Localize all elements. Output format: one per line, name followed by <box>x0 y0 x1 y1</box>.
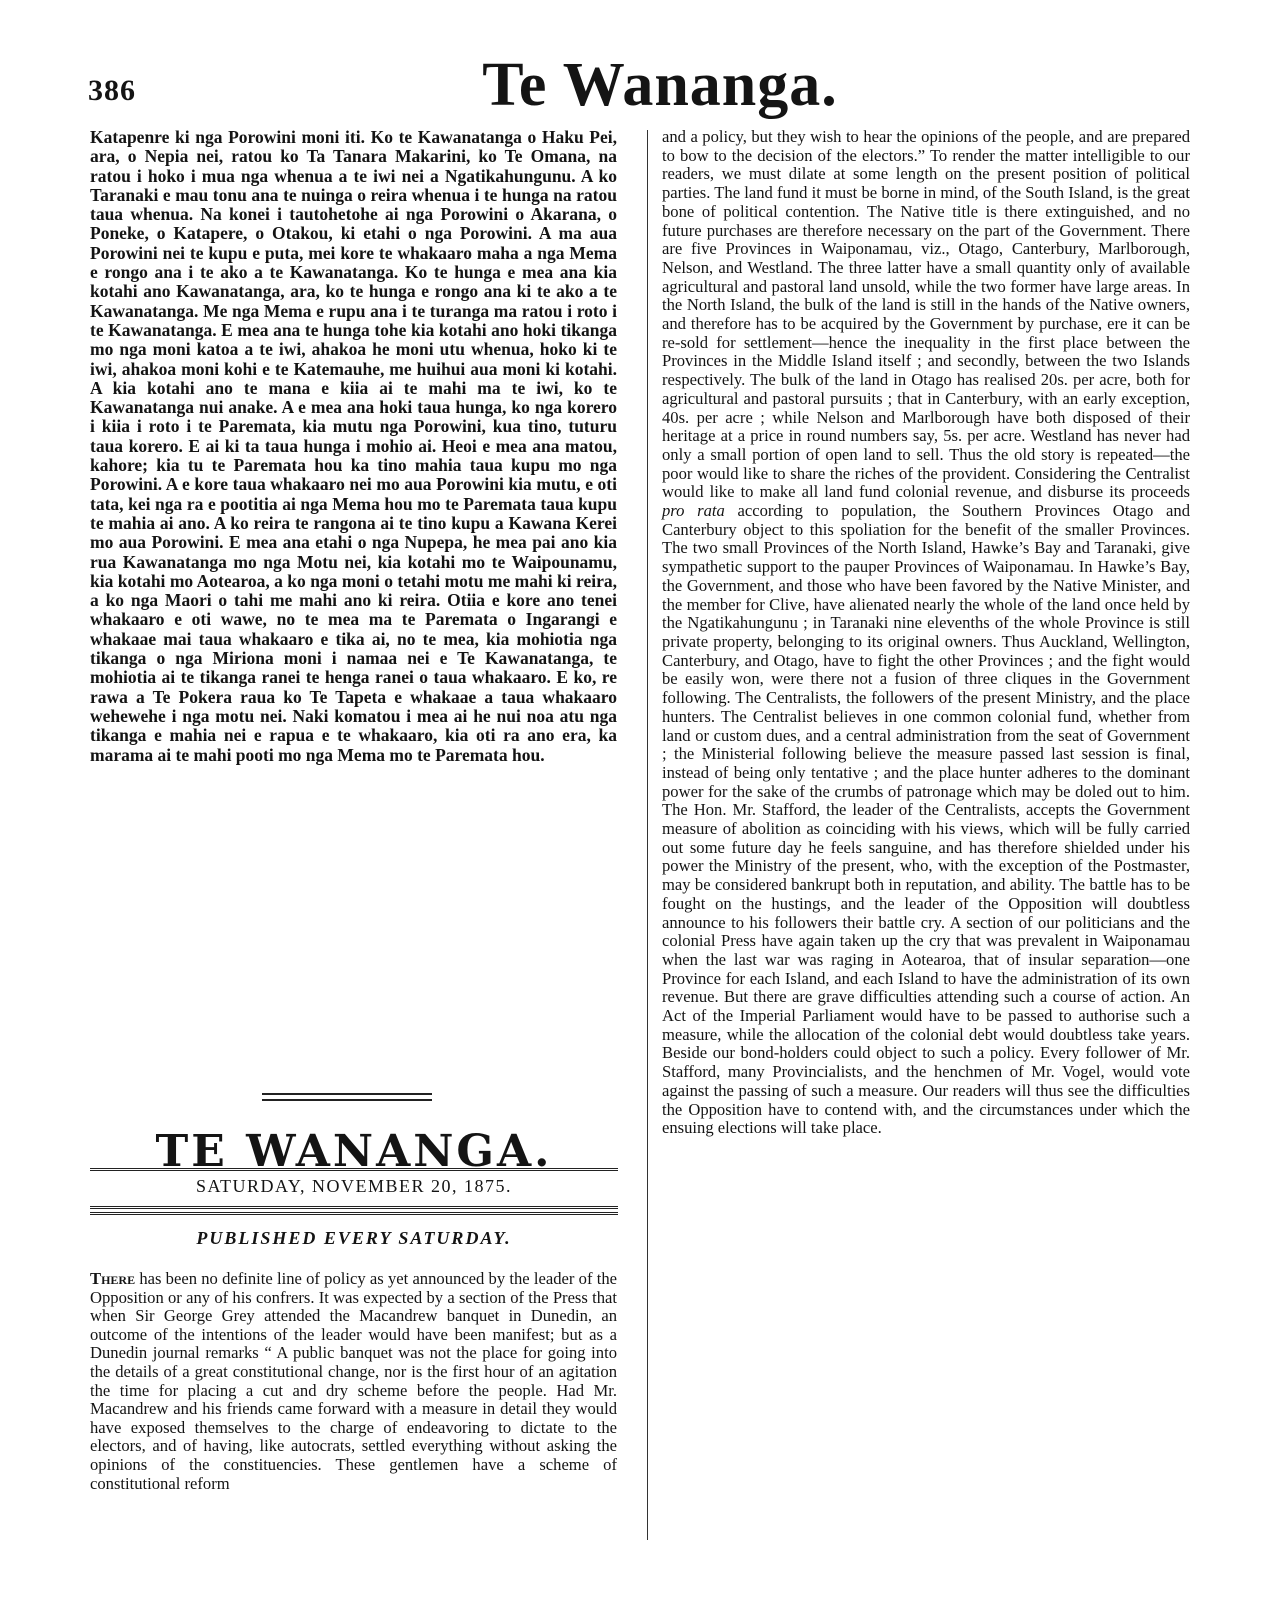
lead-word: There <box>90 1269 136 1288</box>
dateline: SATURDAY, NOVEMBER 20, 1875. <box>195 1176 513 1196</box>
double-rule-2 <box>90 1206 618 1209</box>
section-divider <box>262 1093 432 1095</box>
double-rule <box>90 1168 618 1171</box>
publication-note: PUBLISHED EVERY SATURDAY. <box>196 1228 512 1248</box>
english-article-part-1 <box>90 1270 617 1493</box>
english-article-lead-paragraph <box>90 1270 617 1493</box>
double-rule-3 <box>90 1212 618 1215</box>
english-article-text-3: according to population, the Southern Provinces Otago and Canterbury object to this spoliation for the benefit of the smaller Provinces. The two small Provinces of the North Island, Hawke’s Bay and Taranaki, give sympathetic support to the pauper Provinces of Waiponamau. In Hawke’s Bay, the Government, and those who have been favored by the Native Minister, and the member for Clive, have alienated nearly the whole of the land once held by the Ngatikahungunu ; in Taranaki nine elevenths of the whole Province is still private property, belonging to its original owners. Thus Auckland, Wellington, Canterbury, and Otago, have to fight the other Provinces ; and the fight would be easily won, were there not a fusion of three cliques in the Government following. The Centralists, the followers of the present Ministry, and the place hunters. The Centralist believes in one common colonial fund, whether from land or custom dues, and a central administration from the seat of Government ; the Ministerial following believe the measure passed last session is final, instead of being only tentative ; and the place hunter adheres to the dominant power for the sake of the crumbs of patronage which may be doled out to him. The Hon. Mr. Stafford, the leader of the Centralists, accepts the Government measure of abolition as coinciding with his views, which will be fully carried out some future day he feels sanguine, and has therefore shielded under his power the Ministry of the present, who, with the exception of the Postmaster, may be considered bankrupt both in reputation, and ability. The battle has to be fought on the hustings, and the leader of the Opposition will doubtless announce to his followers their battle cry. A section of our politicians and the colonial Press have again taken up the cry that was prevalent in Waiponamau when the last war was raging in Aotearoa, that of insular separation—one Province for each Island, and each Island to have the administration of its own revenue. But there are grave difficulties attending such a course of action. An Act of the Imperial Parliament would have to be passed to authorise such a measure, while the allocation of the colonial debt would doubtless take years. Beside our bond-holders could object to such a policy. Every follower of Mr. Stafford, many Provincialists, and the henchmen of Mr. Vogel, would vote against the passing of such a measure. Our readers will thus see the difficulties the Opposition have to contend with, and the circumstances under which the ensuing elections will take place. <box>662 501 1190 1138</box>
column-rule <box>647 130 648 1540</box>
english-article-text-1: has been no definite line of policy as yet announced by the leader of the Opposition or any of his confrers. It was expected by a section of the Press that when Sir George Grey attended the Macandrew banquet in Dunedin, an outcome of the intentions of the leader would have been manifest; but as a Dunedin journal remarks “ A public banquet was not the place for going into the details of a great constitutional change, nor is the first hour of an agitation the time for placing a cut and dry scheme before the people. Had Mr. Macandrew and his friends came forward with a measure in detail they would have exposed themselves to the charge of endeavoring to dictate to the electors, and of having, like autocrats, settled everything without asking the opinions of the constituencies. These gentlemen have a scheme of constitutional reform <box>90 1269 617 1493</box>
page-title-text: Te Wananga. <box>482 51 838 119</box>
pro-rata-italic: pro rata <box>662 501 725 521</box>
section-divider-2 <box>262 1099 432 1101</box>
english-article-text-2: and a policy, but they wish to hear the opinions of the people, and are prepared to bow to the decision of the electors.” To render the matter intelligible to our readers, we must dilate at some length on the present position of political parties. The land fund it must be borne in mind, of the South Island, is the great bone of political contention. The Native title is there extinguished, and no future purchases are therefore necessary on the part of the Government. There are five Provinces in Waiponamau, viz., Otago, Canterbury, Marlborough, Nelson, and Westland. The three latter have a small quantity only of available agricultural and pastoral land unsold, while the two former have large areas. In the North Island, the bulk of the land is still in the hands of the Native owners, and therefore has to be acquired by the Government by purchase, ere it can be re-sold for settlement—hence the inequality in the first place between the Provinces in the Middle Island itself ; and secondly, between the two Islands respectively. The bulk of the land in Otago has realised 20s. per acre, both for agricultural and pastoral pursuits ; that in Canterbury, with an early exception, 40s. per acre ; while Nelson and Marlborough have both disposed of their heritage at a price in round numbers say, 5s. per acre. Westland has never had only a small portion of open land to sell. Thus the old story is repeated—the poor would like to share the riches of the provident. Considering the Centralist would like to make all land fund colonial revenue, and disburse its proceeds <box>662 127 1190 502</box>
paper-title: TE WANANGA. <box>155 1126 553 1177</box>
maori-article <box>90 128 617 765</box>
page-title <box>0 50 1280 121</box>
masthead <box>0 0 1280 120</box>
page-number: 386 <box>88 74 136 107</box>
maori-article-text: Katapenre ki nga Porowini moni iti. Ko te Kawanatanga o Haku Pei, ara, o Nepia nei, ratou ko Ta Tanara Makarini, ko Te Omana, na ratou i hoko i mua nga whenua a te iwi nei a Ngatikahungunu. A ko Taranaki e mau tonu ana te nuinga o reira whenua i te hunga na ratou taua whenua. Na konei i tautohetohe ai nga Porowini o Akarana, o Poneke, o Katapere, o Otakou, ki etahi o nga Porowini. A ma aua Porowini nei te kupu e puta, mei kore te whakaaro maha a nga Mema e rongo ana i te ako a te Kawanatanga. Ko te hunga e mea ana kia kotahi ano Kawanatanga, ara, ko te hunga e rongo ana ki te ako a te Kawanatanga. Me nga Mema e rupu ana i te turanga ma ratou i roto i te Kawanatanga. E mea ana te hunga tohe kia kotahi ano hoki tikanga mo nga moni katoa a te iwi, ahakoa he moni utu whenua, hoko ki te iwi, ahakoa moni kohi e te Katemauhe, me huihui aua moni ki kotahi. A kia kotahi ano te mana e kiia ai te mahi ma te iwi, ko te Kawanatanga nui anake. A e mea ana hoki taua hunga, ko nga korero i kiia i roto i te Paremata, kia mutu nga Porowini, kua tino, tuturu taua korero. E ai ki ta taua hunga i mohio ai. Heoi e mea ana matou, kahore; kia tu te Paremata hou ka tino mahia taua kupu mo nga Porowini. A e kore taua whakaaro nei mo aua Porowini kia mutu, e oti tata, kei nga ra e pootitia ai nga Mema hou mo te Paremata taua kupu te mahia ai ano. A ko reira te rangona ai te tino kupu a Kawana Kerei mo aua Porowini. E mea ana etahi o nga Nupepa, he mea pai ano kia rua Kawanatanga mo nga Motu nei, kia kotahi mo te Waipounamu, kia kotahi mo Aotearoa, a ko nga moni o tetahi motu me mahi ki reira, a ko nga Maori o tahi me mahi ano ki reira. Otiia e kore ano tenei whakaaro e oti wawe, no te mea ma te Paremata o Ingarangi e whakaae mai taua whakaaro e tika ai, no te mea, kia mohiotia nga tikanga o nga Miriona moni i namaa nei e Te Kawanatanga, te mohiotia ai te tikanga ranei te henga ranei o taua whakaaro. E ko, re rawa a Te Pokera raua ko Te Tapeta e whakaae a taua whakaaro wehewehe i nga motu nei. Naki komatou i mea ai he nui noa atu nga tikanga e mahia nei e rapua e te whakaaro, kia oti ra ano era, ka marama ai te mahi pooti mo nga Mema mo te Paremata hou. <box>90 127 617 765</box>
english-article-part-2 <box>662 128 1190 1138</box>
english-article-continued <box>662 128 1190 1138</box>
